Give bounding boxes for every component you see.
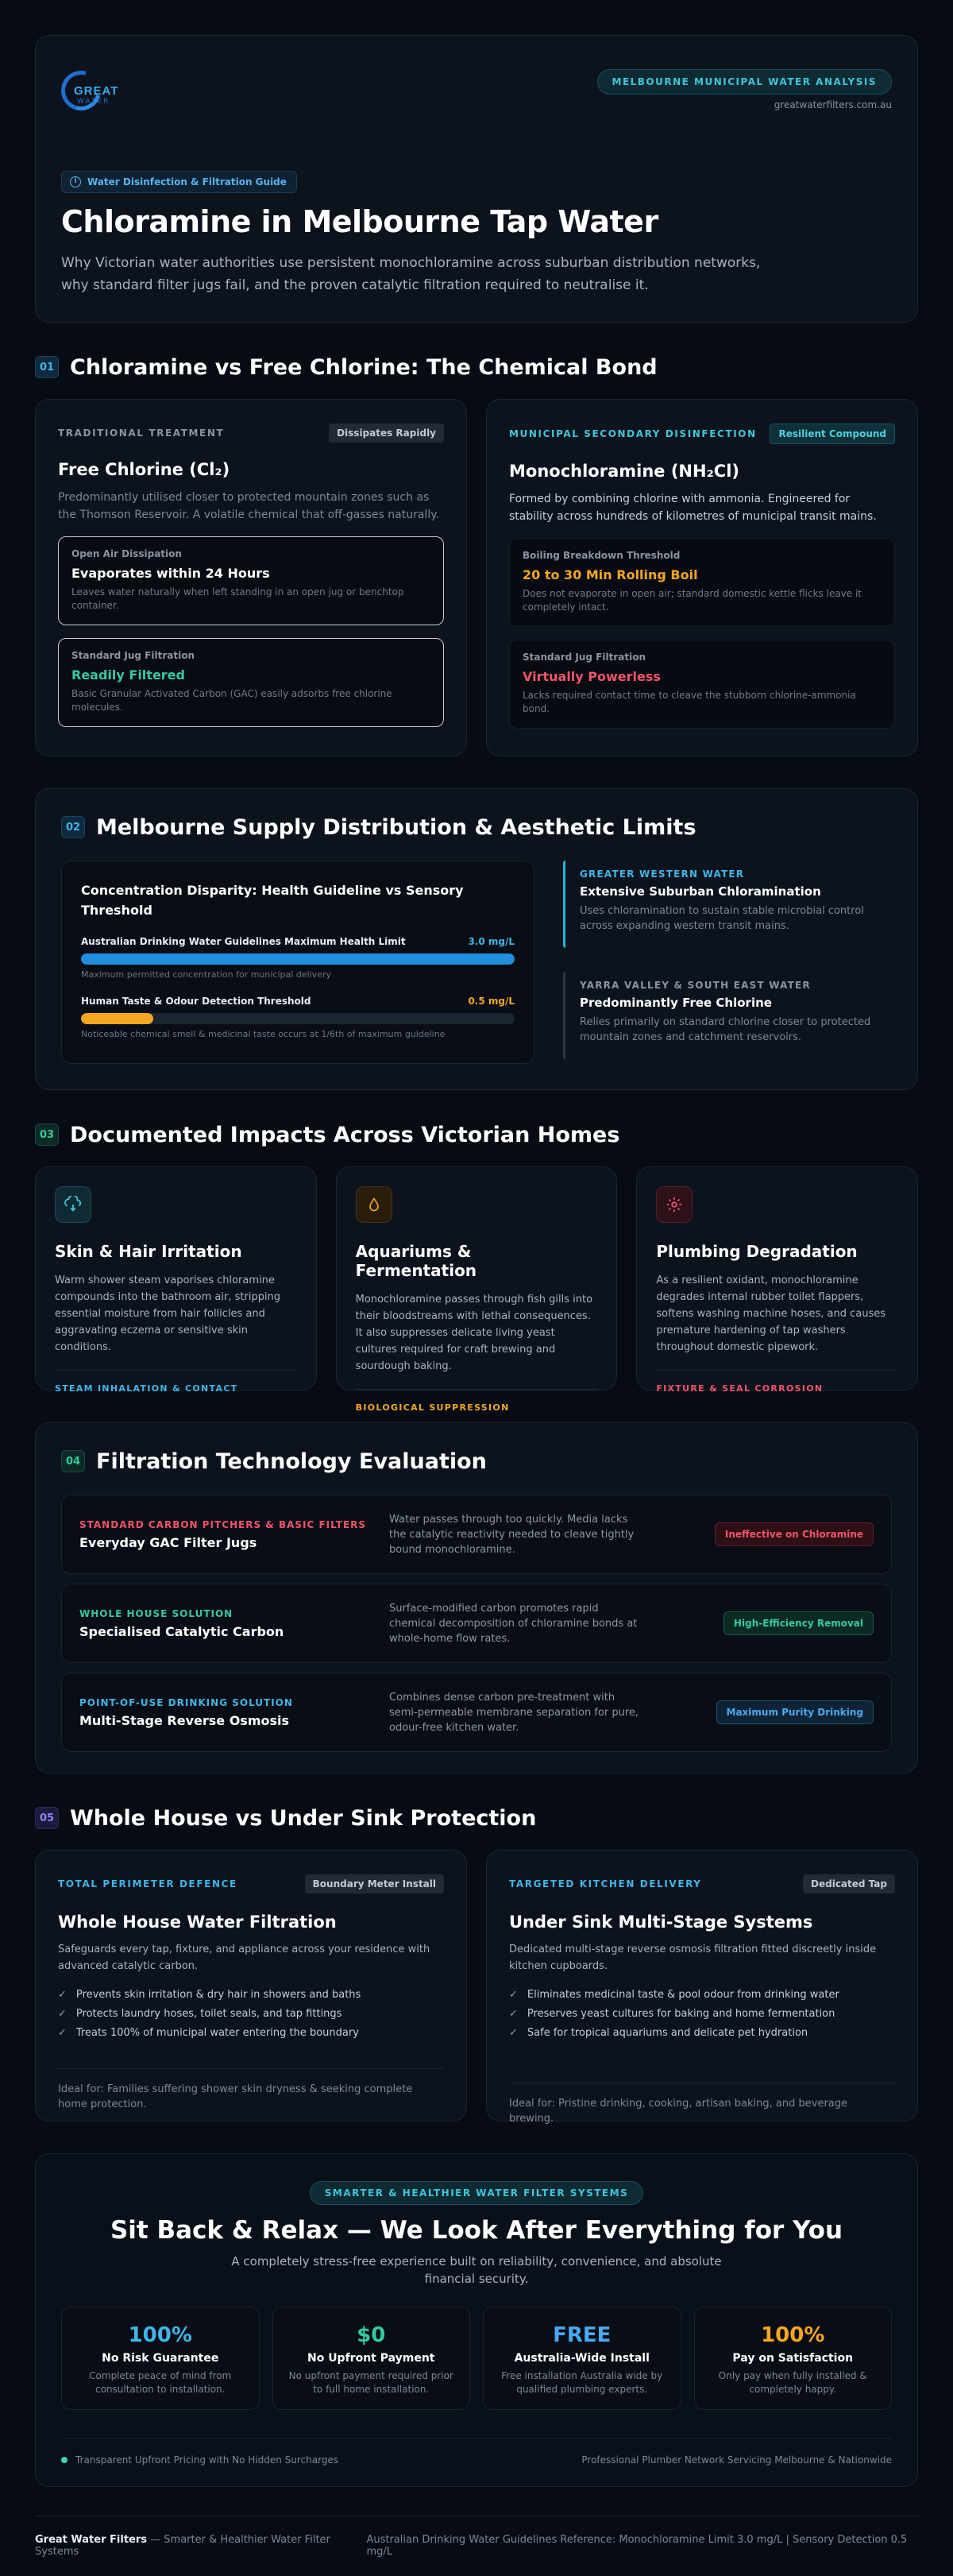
- install-tag: Boundary Meter Install: [305, 1874, 444, 1893]
- logo-text: GREAT: [74, 84, 119, 98]
- section-title: Filtration Technology Evaluation: [96, 1449, 487, 1474]
- section-number: 04: [61, 1450, 85, 1472]
- box-description: Leaves water naturally when left standing in an open jug or benchtop container.: [71, 586, 404, 611]
- sensory-threshold-bar: [81, 996, 515, 1039]
- list-item: ✓ Protects laundry hoses, toilet seals, and tap fittings: [58, 2008, 444, 2027]
- box-value: Readily Filtered: [71, 667, 185, 683]
- stat-free-install: [483, 2307, 681, 2410]
- jug-filtration-box: [509, 640, 895, 729]
- bar-label: Australian Drinking Water Guidelines Maximum Health Limit: [81, 936, 406, 947]
- protection-comparison: [35, 1850, 918, 2125]
- card-caption: TRADITIONAL TREATMENT: [58, 427, 225, 439]
- stat-description: Complete peace of mind from consultation to installation.: [89, 2370, 232, 2395]
- section-1-heading: [35, 354, 918, 380]
- impact-title: Plumbing Degradation: [656, 1242, 858, 1261]
- hero-card: [35, 35, 918, 323]
- box-label: Boiling Breakdown Threshold: [523, 550, 681, 561]
- page-footer: [35, 2516, 918, 2558]
- box-label: Open Air Dissipation: [71, 548, 182, 559]
- cta-subtitle: A completely stress-free experience built on reliability, convenience, and absolute financial security.: [231, 2254, 722, 2286]
- page-title: Chloramine in Melbourne Tap Water: [61, 204, 658, 239]
- boiling-box: [509, 538, 895, 627]
- free-chlorine-card: [35, 399, 467, 756]
- card-title: Monochloramine (NH₂Cl): [509, 462, 739, 481]
- zone-yarra-valley: [563, 972, 892, 1059]
- footer-reference: Australian Drinking Water Guidelines Reference: Monochloramine Limit 3.0 mg/L | Sensory Detection 0.5 mg/L: [366, 2534, 908, 2558]
- box-description: Lacks required contact time to cleave the stubborn chlorine-ammonia bond.: [523, 690, 856, 714]
- section-5-heading: [35, 1805, 918, 1831]
- section-2-heading: [61, 814, 892, 840]
- box-value: Evaporates within 24 Hours: [71, 566, 270, 581]
- box-label: Standard Jug Filtration: [71, 650, 195, 661]
- cta-footer: [61, 2438, 892, 2466]
- bar-label: Human Taste & Odour Detection Threshold: [81, 996, 311, 1007]
- stat-description: Only pay when fully installed & completely happy.: [718, 2370, 867, 2395]
- filter-row-ro: [61, 1673, 892, 1752]
- status-badge: Ineffective on Chloramine: [715, 1522, 874, 1546]
- filter-row-gac: [61, 1495, 892, 1574]
- list-item: ✓ Preserves yeast cultures for baking and home fermentation: [509, 2008, 895, 2027]
- under-sink-card: [486, 1850, 918, 2125]
- impact-description: Monochloramine passes through fish gills into their bloodstreams with lethal consequences. It also suppresses delicate living yeast cultures required for craft brewing and sourdough baking.: [355, 1294, 593, 1372]
- check-icon: ✓: [58, 2008, 67, 2020]
- benefit-list: [58, 1989, 444, 2046]
- gear-icon: [656, 1186, 693, 1223]
- dissipation-box: [58, 536, 444, 625]
- concentration-panel: [61, 861, 534, 1064]
- status-badge: High-Efficiency Removal: [723, 1611, 874, 1635]
- stat-value: 100%: [761, 2323, 825, 2347]
- box-value: 20 to 30 Min Rolling Boil: [523, 567, 698, 582]
- status-tag: Resilient Compound: [770, 424, 895, 444]
- impact-category: STEAM INHALATION & CONTACT: [55, 1370, 297, 1394]
- stat-value: $0: [357, 2323, 386, 2347]
- info-icon: i: [70, 176, 81, 188]
- section-number: 02: [61, 816, 85, 838]
- stat-title: Australia-Wide Install: [514, 2352, 650, 2365]
- box-value: Virtually Powerless: [523, 669, 661, 684]
- card-title: Free Chlorine (Cl₂): [58, 460, 230, 479]
- section-number: 03: [35, 1124, 59, 1146]
- footer-brand: Great Water Filters — Smarter & Healthier Water Filter Systems: [35, 2534, 330, 2558]
- zone-western-water: [563, 861, 892, 948]
- bar-note: Noticeable chemical smell & medicinal taste occurs at 1/6th of maximum guideline: [81, 1029, 446, 1039]
- guide-pill-label: Water Disinfection & Filtration Guide: [87, 176, 287, 188]
- filter-title: Multi-Stage Reverse Osmosis: [79, 1713, 290, 1728]
- network-note: Professional Plumber Network Servicing Melbourne & Nationwide: [581, 2454, 892, 2466]
- stat-title: No Risk Guarantee: [102, 2352, 219, 2365]
- zone-caption: GREATER WESTERN WATER: [580, 868, 745, 880]
- impact-card-skin: [35, 1166, 317, 1394]
- status-dot-icon: [61, 2457, 68, 2463]
- card-caption: TARGETED KITCHEN DELIVERY: [509, 1878, 702, 1889]
- benefit-list: [509, 1989, 895, 2046]
- install-tag: Dedicated Tap: [803, 1874, 895, 1893]
- card-description: Dedicated multi-stage reverse osmosis filtration fitted discreetly inside kitchen cupboards.: [509, 1944, 877, 1972]
- impact-title: Aquariums & Fermentation: [355, 1242, 477, 1280]
- stat-no-upfront: [272, 2307, 471, 2410]
- filter-description: Surface-modified carbon promotes rapid chemical decomposition of chloramine bonds at whole-home flow rates.: [389, 1602, 638, 1645]
- filter-caption: WHOLE HOUSE SOLUTION: [79, 1608, 233, 1619]
- impact-description: Warm shower steam vaporises chloramine compounds into the bathroom air, stripping essential moisture from hair follicles and aggravating eczema or sensitive skin conditions.: [55, 1274, 281, 1353]
- list-item: ✓ Eliminates medicinal taste & pool odour from drinking water: [509, 1989, 895, 2008]
- bar-fill: [81, 1013, 153, 1024]
- ideal-for-note: Ideal for: Families suffering shower skin dryness & seeking complete home protection.: [58, 2068, 444, 2112]
- ideal-for-note: Ideal for: Pristine drinking, cooking, artisan baking, and beverage brewing.: [509, 2083, 895, 2126]
- section-number: 01: [35, 356, 59, 378]
- zone-caption: YARRA VALLEY & SOUTH EAST WATER: [580, 980, 811, 991]
- shower-icon: [55, 1186, 91, 1223]
- check-icon: ✓: [58, 2027, 67, 2039]
- section-4-heading: [61, 1449, 892, 1474]
- card-title: Whole House Water Filtration: [58, 1913, 337, 1932]
- stat-description: Free installation Australia wide by qualified plumbing experts.: [501, 2370, 663, 2395]
- bar-value: 3.0 mg/L: [468, 936, 515, 947]
- cta-pill: SMARTER & HEALTHIER WATER FILTER SYSTEMS: [310, 2181, 643, 2205]
- concentration-title: Concentration Disparity: Health Guideline vs Sensory Threshold: [81, 883, 464, 918]
- zone-title: Predominantly Free Chlorine: [580, 996, 772, 1010]
- box-label: Standard Jug Filtration: [523, 652, 646, 663]
- water-zones: [563, 861, 892, 1064]
- analysis-badge: MELBOURNE MUNICIPAL WATER ANALYSIS: [597, 69, 893, 95]
- stat-no-risk: [61, 2307, 260, 2410]
- card-title: Under Sink Multi-Stage Systems: [509, 1913, 813, 1932]
- bar-note: Maximum permitted concentration for municipal delivery: [81, 969, 331, 980]
- card-description: Formed by combining chlorine with ammonia. Engineered for stability across hundreds of kilometres of municipal transit mains.: [509, 493, 877, 523]
- impact-cards: [35, 1166, 918, 1413]
- status-badge: Maximum Purity Drinking: [716, 1700, 874, 1724]
- bar-value: 0.5 mg/L: [468, 996, 515, 1007]
- impact-description: As a resilient oxidant, monochloramine degrades internal rubber toilet flappers, softens washing machine hoses, and causes premature hardening of tap washers throughout domestic pipework.: [656, 1274, 885, 1353]
- jug-filtration-box: [58, 638, 444, 727]
- cta-card: [35, 2153, 918, 2487]
- whole-house-card: [35, 1850, 467, 2122]
- impact-category: BIOLOGICAL SUPPRESSION: [356, 1389, 598, 1413]
- zone-description: Relies primarily on standard chlorine closer to protected mountain zones and catchment reservoirs.: [580, 1016, 871, 1043]
- health-limit-bar: [81, 936, 515, 980]
- list-item: ✓ Safe for tropical aquariums and delicate pet hydration: [509, 2027, 895, 2046]
- filter-caption: POINT-OF-USE DRINKING SOLUTION: [79, 1697, 293, 1708]
- stat-title: No Upfront Payment: [307, 2352, 435, 2365]
- guarantee-stats: [61, 2307, 892, 2410]
- zone-description: Uses chloramination to sustain stable microbial control across expanding western transit mains.: [580, 905, 864, 932]
- stat-value: FREE: [553, 2323, 612, 2347]
- section-title: Chloramine vs Free Chlorine: The Chemical Bond: [70, 354, 658, 380]
- bar-track: [81, 953, 515, 965]
- logo-subtext: WATER: [77, 98, 110, 106]
- check-icon: ✓: [509, 1989, 518, 2001]
- filter-title: Specialised Catalytic Carbon: [79, 1624, 284, 1639]
- stat-title: Pay on Satisfaction: [732, 2352, 854, 2365]
- section-title: Melbourne Supply Distribution & Aesthetic Limits: [96, 814, 696, 840]
- cta-title: Sit Back & Relax — We Look After Everything for You: [110, 2216, 843, 2245]
- stat-description: No upfront payment required prior to full home installation.: [288, 2370, 453, 2395]
- filter-caption: STANDARD CARBON PITCHERS & BASIC FILTERS: [79, 1519, 367, 1530]
- droplet-icon: [356, 1186, 392, 1223]
- filter-description: Water passes through too quickly. Media lacks the catalytic reactivity needed to cleave tightly bound monochloramine.: [389, 1513, 635, 1556]
- check-icon: ✓: [509, 2027, 518, 2039]
- card-description: Predominantly utilised closer to protected mountain zones such as the Thomson Reservoir. A volatile chemical that off-gasses naturally.: [58, 491, 439, 521]
- section-title: Documented Impacts Across Victorian Homes: [70, 1122, 620, 1147]
- supply-distribution-card: [35, 788, 918, 1090]
- monochloramine-card: [486, 399, 918, 756]
- impact-card-plumbing: [636, 1166, 918, 1394]
- stat-value: 100%: [128, 2323, 192, 2347]
- guide-pill: [61, 171, 297, 193]
- check-icon: ✓: [509, 2008, 518, 2020]
- section-title: Whole House vs Under Sink Protection: [70, 1805, 537, 1831]
- box-description: Does not evaporate in open air; standard domestic kettle flicks leave it completely intact.: [523, 588, 862, 613]
- impact-title: Skin & Hair Irritation: [55, 1242, 242, 1261]
- filter-description: Combines dense carbon pre-treatment with semi-permeable membrane separation for pure, odour-free kitchen water.: [389, 1691, 639, 1734]
- card-description: Safeguards every tap, fixture, and appliance across your residence with advanced catalytic carbon.: [58, 1944, 430, 1972]
- impact-card-aquariums: [336, 1166, 618, 1413]
- filtration-evaluation-card: [35, 1422, 918, 1773]
- zone-title: Extensive Suburban Chloramination: [580, 884, 821, 899]
- site-url[interactable]: greatwaterfilters.com.au: [774, 99, 892, 110]
- impact-category: FIXTURE & SEAL CORROSION: [656, 1370, 898, 1394]
- card-caption: TOTAL PERIMETER DEFENCE: [58, 1878, 237, 1889]
- page-intro: Why Victorian water authorities use persistent monochloramine across suburban distribution networks, why standard filter jugs fail, and the proven catalytic filtration required to neutralise it.: [61, 255, 761, 293]
- filter-row-catalytic: [61, 1584, 892, 1663]
- list-item: ✓ Treats 100% of municipal water entering the boundary: [58, 2027, 444, 2046]
- chemical-comparison: [35, 399, 918, 756]
- stat-pay-satisfaction: [694, 2307, 893, 2410]
- bar-fill: [81, 953, 515, 965]
- bar-track: [81, 1013, 515, 1024]
- card-caption: MUNICIPAL SECONDARY DISINFECTION: [509, 428, 757, 439]
- section-number: 05: [35, 1807, 59, 1829]
- list-item: ✓ Prevents skin irritation & dry hair in showers and baths: [58, 1989, 444, 2008]
- pricing-note: Transparent Upfront Pricing with No Hidden Surcharges: [61, 2454, 338, 2466]
- brand-logo[interactable]: [61, 71, 133, 115]
- filter-title: Everyday GAC Filter Jugs: [79, 1535, 257, 1550]
- section-3-heading: [35, 1122, 918, 1147]
- status-tag: Dissipates Rapidly: [329, 424, 444, 443]
- check-icon: ✓: [58, 1989, 67, 2001]
- box-description: Basic Granular Activated Carbon (GAC) easily adsorbs free chlorine molecules.: [71, 688, 392, 713]
